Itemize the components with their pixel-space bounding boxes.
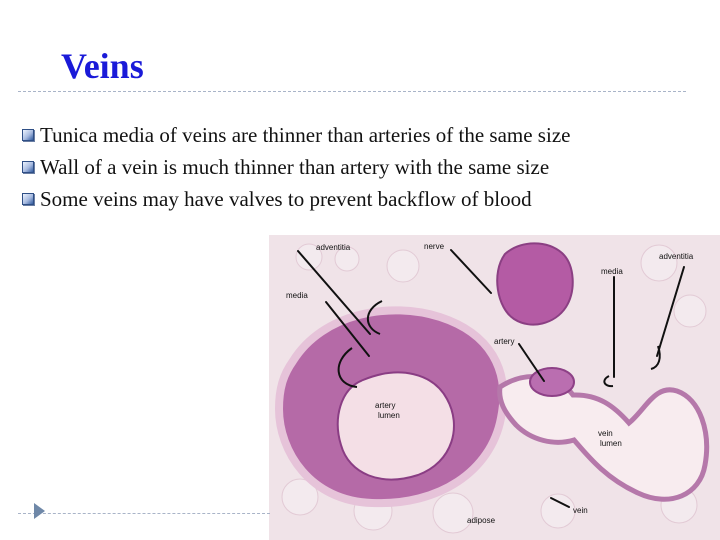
bullet-text: Some veins may have valves to prevent backflow of blood bbox=[40, 186, 532, 211]
label-artery-lumen-line2: lumen bbox=[378, 411, 400, 420]
bullet-text: Wall of a vein is much thinner than artery with the same size bbox=[40, 154, 550, 179]
label-adventitia-left: adventitia bbox=[316, 243, 351, 252]
label-vein: vein bbox=[573, 506, 588, 515]
checkbox-bullet-icon bbox=[22, 193, 34, 205]
checkbox-bullet-icon bbox=[22, 129, 34, 141]
small-artery bbox=[530, 368, 574, 396]
bullet-item bbox=[22, 151, 570, 183]
bullet-list bbox=[22, 119, 570, 215]
label-adipose: adipose bbox=[467, 516, 496, 525]
bullet-item bbox=[22, 119, 570, 151]
artery-lumen bbox=[338, 372, 454, 479]
histology-image bbox=[269, 235, 720, 540]
label-nerve: nerve bbox=[424, 242, 445, 251]
label-vein-lumen-line1: vein bbox=[598, 429, 613, 438]
label-vein-lumen-line2: lumen bbox=[600, 439, 622, 448]
label-media-left: media bbox=[286, 291, 308, 300]
bullet-text: Tunica media of veins are thinner than arteries of the same size bbox=[40, 122, 571, 147]
title-divider bbox=[18, 91, 686, 92]
label-artery-lumen-line1: artery bbox=[375, 401, 396, 410]
slide-title: Veins bbox=[61, 46, 144, 86]
histology-svg bbox=[269, 235, 720, 540]
label-media-top: media bbox=[601, 267, 623, 276]
checkbox-bullet-icon bbox=[22, 161, 34, 173]
label-artery: artery bbox=[494, 337, 515, 346]
nerve-bundle bbox=[497, 243, 573, 324]
bullet-item bbox=[22, 183, 570, 215]
label-adventitia-right: adventitia bbox=[659, 252, 694, 261]
footer-divider bbox=[18, 513, 270, 514]
triangle-right-icon[interactable] bbox=[34, 503, 45, 519]
